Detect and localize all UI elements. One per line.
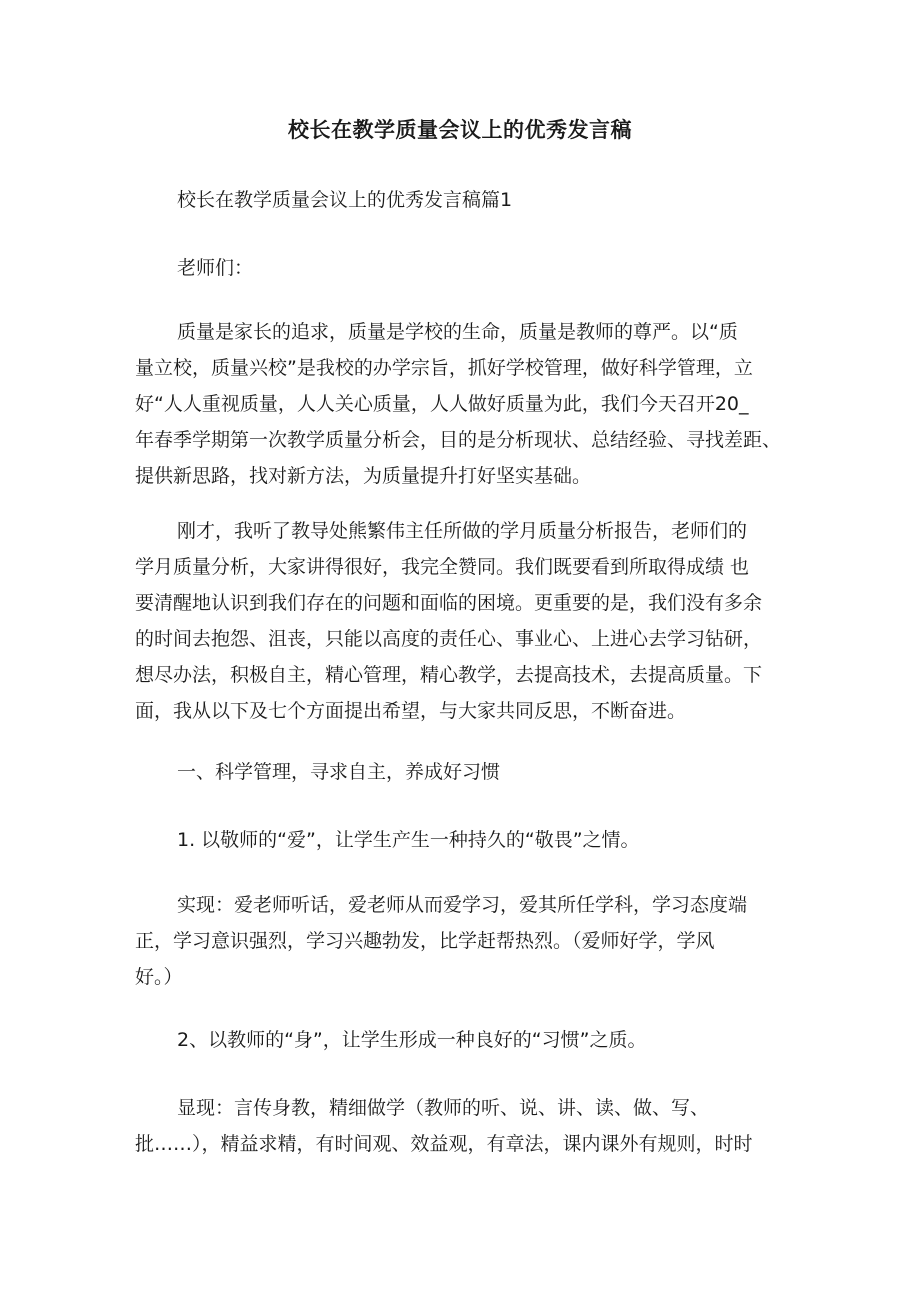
paragraph-1 (135, 314, 795, 494)
subtitle-text: 校长在教学质量会议上的优秀发言稿篇1 (177, 189, 513, 211)
paragraph-line: 要清醒地认识到我们存在的问题和面临的困境。更重要的是，我们没有多余 (135, 592, 763, 614)
paragraph-line: 显现：言传身教，精细做学（教师的听、说、讲、读、做、写、 (177, 1097, 710, 1119)
section-heading (135, 754, 837, 790)
document-title: 校长在教学质量会议上的优秀发言稿 (288, 118, 632, 142)
paragraph-line: 刚才，我听了教导处熊繁伟主任所做的学月质量分析报告，老师们的 (177, 520, 748, 542)
item-text: 2、以教师的“身”，让学生形成一种良好的“习惯”之质。 (177, 1029, 647, 1051)
paragraph-line: 面，我从以下及七个方面提出希望，与大家共同反思，不断奋进。 (135, 700, 687, 722)
paragraph-line: 年春季学期第一次教学质量分析会，目的是分析现状、总结经验、寻找差距、 (135, 429, 782, 451)
paragraph-line: 想尽办法，积极自主，精心管理，精心教学，去提高技术，去提高质量。下 (135, 664, 763, 686)
section-heading-text: 一、科学管理，寻求自主，养成好习惯 (177, 761, 501, 783)
paragraph-line: 提供新思路，找对新方法，为质量提升打好坚实基础。 (135, 465, 592, 487)
paragraph-line: 学月质量分析，大家讲得很好，我完全赞同。我们既要看到所取得成绩 也 (135, 556, 750, 578)
paragraph-line: 正，学习意识强烈，学习兴趣勃发，比学赶帮热烈。（爱师好学，学风 (135, 930, 715, 952)
paragraph-line: 量立校，质量兴校”是我校的办学宗旨，抓好学校管理，做好科学管理，立 (135, 357, 753, 379)
item-2 (135, 1022, 837, 1058)
item-1-detail (135, 887, 795, 995)
item-2-detail (135, 1090, 795, 1162)
paragraph-line: 好“人人重视质量，人人关心质量，人人做好质量为此，我们今天召开20_ (135, 393, 749, 415)
document-subtitle (135, 182, 837, 218)
greeting (135, 250, 837, 286)
paragraph-line: 批……），精益求精，有时间观、效益观，有章法，课内课外有规则，时时 (135, 1133, 753, 1155)
item-text: 1. 以敬师的“爱”，让学生产生一种持久的“敬畏”之情。 (177, 829, 640, 851)
paragraph-line: 好。） (135, 966, 183, 988)
paragraph-2 (135, 513, 795, 729)
paragraph-line: 实现：爱老师听话，爱老师从而爱学习，爱其所任学科，学习态度端 (177, 894, 748, 916)
greeting-text: 老师们： (177, 257, 254, 279)
item-1 (135, 822, 837, 858)
paragraph-line: 质量是家长的追求，质量是学校的生命，质量是教师的尊严。以“质 (177, 321, 738, 343)
paragraph-line: 的时间去抱怨、沮丧，只能以高度的责任心、事业心、上进心去学习钻研， (135, 628, 763, 650)
